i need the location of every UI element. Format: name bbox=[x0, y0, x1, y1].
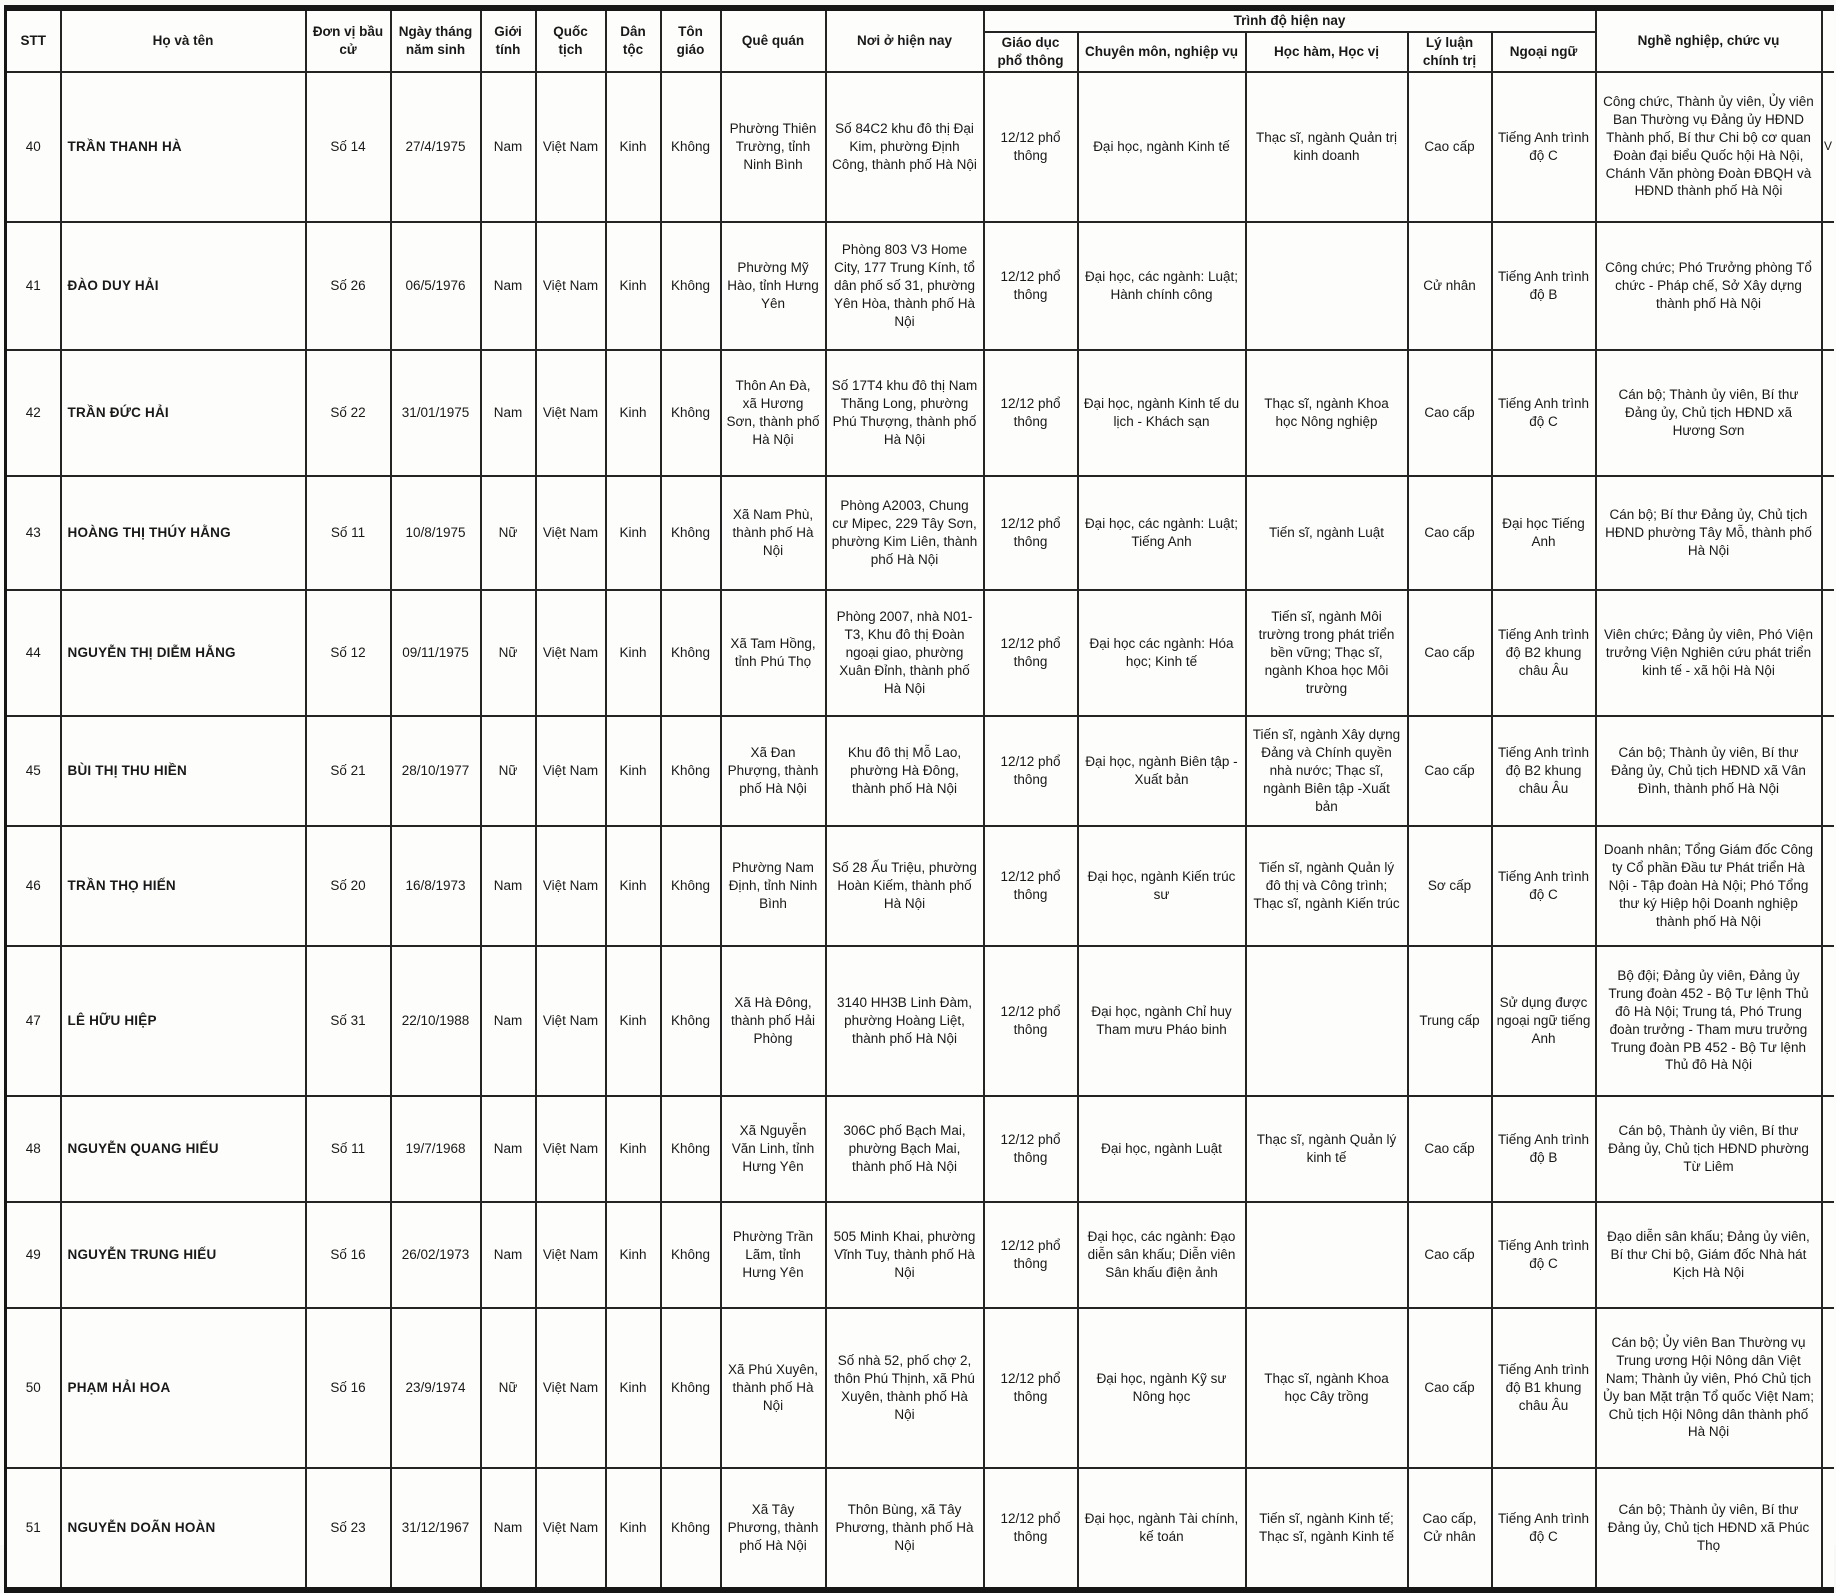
cell-quoc-tich: Việt Nam bbox=[536, 826, 606, 946]
cell-noi-o: Thôn Bùng, xã Tây Phương, thành phố Hà Nội bbox=[826, 1468, 984, 1590]
cell-gioi-tinh: Nữ bbox=[481, 476, 536, 590]
candidate-table bbox=[4, 5, 1834, 1593]
cell-noi-o: Phòng 803 V3 Home City, 177 Trung Kính, tổ dân phố số 31, phường Yên Hòa, thành phố Hà Nội bbox=[826, 222, 984, 350]
cell-dan-toc: Kinh bbox=[606, 1096, 661, 1202]
cell-hoc-ham bbox=[1246, 946, 1408, 1096]
cell-stt: 46 bbox=[6, 826, 61, 946]
cell-edge bbox=[1822, 350, 1834, 476]
cell-stt: 50 bbox=[6, 1308, 61, 1468]
cell-ngay-sinh: 23/9/1974 bbox=[391, 1308, 481, 1468]
cell-dan-toc: Kinh bbox=[606, 1308, 661, 1468]
cell-quoc-tich: Việt Nam bbox=[536, 1468, 606, 1590]
cell-que-quan: Phường Nam Định, tỉnh Ninh Bình bbox=[721, 826, 826, 946]
cell-dan-toc: Kinh bbox=[606, 716, 661, 826]
table-row bbox=[6, 476, 1834, 590]
cell-quoc-tich: Việt Nam bbox=[536, 1096, 606, 1202]
table-row bbox=[6, 590, 1834, 716]
header-cell-dan-toc: Dân tộc bbox=[606, 8, 661, 72]
header-cell-ly-luan: Lý luận chính trị bbox=[1408, 32, 1492, 72]
header-cell-don-vi-bau-cu: Đơn vị bầu cử bbox=[306, 8, 391, 72]
cell-ngoai-ngu: Sử dụng được ngoại ngữ tiếng Anh bbox=[1492, 946, 1596, 1096]
cell-ho-va-ten: TRẦN THANH HÀ bbox=[61, 72, 306, 222]
table-body bbox=[6, 72, 1834, 1590]
cell-hoc-ham: Tiến sĩ, ngành Luật bbox=[1246, 476, 1408, 590]
cell-que-quan: Xã Phú Xuyên, thành phố Hà Nội bbox=[721, 1308, 826, 1468]
cell-giao-duc: 12/12 phổ thông bbox=[984, 1096, 1078, 1202]
cell-que-quan: Xã Tam Hồng, tỉnh Phú Thọ bbox=[721, 590, 826, 716]
cell-stt: 49 bbox=[6, 1202, 61, 1308]
header-cell-edge bbox=[1822, 8, 1834, 72]
cell-ngoai-ngu: Tiếng Anh trình độ C bbox=[1492, 826, 1596, 946]
cell-ton-giao: Không bbox=[661, 590, 721, 716]
cell-que-quan: Xã Hà Đông, thành phố Hải Phòng bbox=[721, 946, 826, 1096]
table-row bbox=[6, 1308, 1834, 1468]
cell-don-vi-bau-cu: Số 16 bbox=[306, 1202, 391, 1308]
header-cell-quoc-tich: Quốc tịch bbox=[536, 8, 606, 72]
cell-ly-luan: Cao cấp bbox=[1408, 350, 1492, 476]
header-cell-gioi-tinh: Giới tính bbox=[481, 8, 536, 72]
cell-noi-o: Số nhà 52, phố chợ 2, thôn Phú Thịnh, xã Phú Xuyên, thành phố Hà Nội bbox=[826, 1308, 984, 1468]
cell-ly-luan: Cử nhân bbox=[1408, 222, 1492, 350]
cell-dan-toc: Kinh bbox=[606, 476, 661, 590]
cell-gioi-tinh: Nữ bbox=[481, 1308, 536, 1468]
cell-ton-giao: Không bbox=[661, 1096, 721, 1202]
cell-gioi-tinh: Nam bbox=[481, 350, 536, 476]
cell-noi-o: 505 Minh Khai, phường Vĩnh Tuy, thành phố Hà Nội bbox=[826, 1202, 984, 1308]
cell-don-vi-bau-cu: Số 21 bbox=[306, 716, 391, 826]
cell-chuyen-mon: Đại học, các ngành: Đạo diễn sân khấu; Diễn viên Sân khấu điện ảnh bbox=[1078, 1202, 1246, 1308]
header-cell-ngoai-ngu: Ngoại ngữ bbox=[1492, 32, 1596, 72]
cell-edge bbox=[1822, 1096, 1834, 1202]
cell-don-vi-bau-cu: Số 11 bbox=[306, 476, 391, 590]
cell-edge bbox=[1822, 716, 1834, 826]
cell-ngoai-ngu: Tiếng Anh trình độ C bbox=[1492, 72, 1596, 222]
cell-edge bbox=[1822, 590, 1834, 716]
table-row bbox=[6, 350, 1834, 476]
cell-giao-duc: 12/12 phổ thông bbox=[984, 826, 1078, 946]
cell-stt: 42 bbox=[6, 350, 61, 476]
cell-que-quan: Phường Mỹ Hào, tỉnh Hưng Yên bbox=[721, 222, 826, 350]
cell-stt: 51 bbox=[6, 1468, 61, 1590]
cell-hoc-ham: Thạc sĩ, ngành Khoa học Nông nghiệp bbox=[1246, 350, 1408, 476]
cell-ly-luan: Cao cấp bbox=[1408, 476, 1492, 590]
cell-gioi-tinh: Nam bbox=[481, 1468, 536, 1590]
cell-ho-va-ten: LÊ HỮU HIỆP bbox=[61, 946, 306, 1096]
cell-gioi-tinh: Nữ bbox=[481, 716, 536, 826]
cell-don-vi-bau-cu: Số 16 bbox=[306, 1308, 391, 1468]
cell-stt: 44 bbox=[6, 590, 61, 716]
cell-ngoai-ngu: Tiếng Anh trình độ C bbox=[1492, 1202, 1596, 1308]
cell-ton-giao: Không bbox=[661, 72, 721, 222]
cell-nghe-nghiep: Bộ đội; Đảng ủy viên, Đảng ủy Trung đoàn 452 - Bộ Tư lệnh Thủ đô Hà Nội; Trung tá, Phó Trung đoàn trưởng - Tham mưu trưởng Trung đoàn PB 452 - Bộ Tư lệnh Thủ đô Hà Nội bbox=[1596, 946, 1822, 1096]
cell-que-quan: Xã Tây Phương, thành phố Hà Nội bbox=[721, 1468, 826, 1590]
cell-dan-toc: Kinh bbox=[606, 946, 661, 1096]
cell-nghe-nghiep: Cán bộ; Bí thư Đảng ủy, Chủ tịch HĐND phường Tây Mỗ, thành phố Hà Nội bbox=[1596, 476, 1822, 590]
header-cell-que-quan: Quê quán bbox=[721, 8, 826, 72]
cell-gioi-tinh: Nam bbox=[481, 1202, 536, 1308]
cell-giao-duc: 12/12 phổ thông bbox=[984, 1468, 1078, 1590]
table-row bbox=[6, 222, 1834, 350]
cell-chuyen-mon: Đại học, ngành Kinh tế bbox=[1078, 72, 1246, 222]
cell-giao-duc: 12/12 phổ thông bbox=[984, 1202, 1078, 1308]
cell-stt: 41 bbox=[6, 222, 61, 350]
cell-que-quan: Xã Nguyễn Văn Linh, tỉnh Hưng Yên bbox=[721, 1096, 826, 1202]
cell-stt: 45 bbox=[6, 716, 61, 826]
table-row bbox=[6, 946, 1834, 1096]
cell-edge bbox=[1822, 826, 1834, 946]
cell-don-vi-bau-cu: Số 14 bbox=[306, 72, 391, 222]
cell-giao-duc: 12/12 phổ thông bbox=[984, 72, 1078, 222]
cell-noi-o: Phòng A2003, Chung cư Mipec, 229 Tây Sơn, phường Kim Liên, thành phố Hà Nội bbox=[826, 476, 984, 590]
cell-nghe-nghiep: Cán bộ; Thành ủy viên, Bí thư Đảng ủy, Chủ tịch HĐND xã Hương Sơn bbox=[1596, 350, 1822, 476]
cell-gioi-tinh: Nam bbox=[481, 1096, 536, 1202]
cell-ngoai-ngu: Đại học Tiếng Anh bbox=[1492, 476, 1596, 590]
cell-noi-o: 306C phố Bạch Mai, phường Bạch Mai, thành phố Hà Nội bbox=[826, 1096, 984, 1202]
cell-chuyen-mon: Đại học, ngành Tài chính, kế toán bbox=[1078, 1468, 1246, 1590]
cell-dan-toc: Kinh bbox=[606, 1468, 661, 1590]
cell-chuyen-mon: Đại học các ngành: Hóa học; Kinh tế bbox=[1078, 590, 1246, 716]
header-cell-ho-va-ten: Họ và tên bbox=[61, 8, 306, 72]
cell-hoc-ham: Tiến sĩ, ngành Xây dựng Đảng và Chính quyền nhà nước; Thạc sĩ, ngành Biên tập -Xuất bản bbox=[1246, 716, 1408, 826]
cell-don-vi-bau-cu: Số 12 bbox=[306, 590, 391, 716]
cell-ly-luan: Cao cấp bbox=[1408, 1096, 1492, 1202]
cell-hoc-ham: Thạc sĩ, ngành Quản lý kinh tế bbox=[1246, 1096, 1408, 1202]
cell-quoc-tich: Việt Nam bbox=[536, 222, 606, 350]
cell-que-quan: Xã Nam Phù, thành phố Hà Nội bbox=[721, 476, 826, 590]
cell-chuyen-mon: Đại học, ngành Kiến trúc sư bbox=[1078, 826, 1246, 946]
cell-don-vi-bau-cu: Số 20 bbox=[306, 826, 391, 946]
cell-chuyen-mon: Đại học, các ngành: Luật; Hành chính công bbox=[1078, 222, 1246, 350]
cell-gioi-tinh: Nam bbox=[481, 826, 536, 946]
cell-ton-giao: Không bbox=[661, 350, 721, 476]
cell-ngay-sinh: 27/4/1975 bbox=[391, 72, 481, 222]
cell-nghe-nghiep: Cán bộ; Thành ủy viên, Bí thư Đảng ủy, Chủ tịch HĐND xã Phúc Thọ bbox=[1596, 1468, 1822, 1590]
cell-ngoai-ngu: Tiếng Anh trình độ B1 khung châu Âu bbox=[1492, 1308, 1596, 1468]
cell-don-vi-bau-cu: Số 11 bbox=[306, 1096, 391, 1202]
cell-ngoai-ngu: Tiếng Anh trình độ C bbox=[1492, 350, 1596, 476]
cell-don-vi-bau-cu: Số 26 bbox=[306, 222, 391, 350]
header-cell-noi-o: Nơi ở hiện nay bbox=[826, 8, 984, 72]
cell-ton-giao: Không bbox=[661, 716, 721, 826]
cell-chuyen-mon: Đại học, các ngành: Luật; Tiếng Anh bbox=[1078, 476, 1246, 590]
cell-ngay-sinh: 19/7/1968 bbox=[391, 1096, 481, 1202]
cell-ngoai-ngu: Tiếng Anh trình độ C bbox=[1492, 1468, 1596, 1590]
table-row bbox=[6, 716, 1834, 826]
cell-ly-luan: Cao cấp bbox=[1408, 716, 1492, 826]
cell-ly-luan: Cao cấp bbox=[1408, 590, 1492, 716]
cell-noi-o: Khu đô thị Mỗ Lao, phường Hà Đông, thành phố Hà Nội bbox=[826, 716, 984, 826]
table-row bbox=[6, 826, 1834, 946]
cell-nghe-nghiep: Cán bộ, Thành ủy viên, Bí thư Đảng ủy, Chủ tịch HĐND phường Từ Liêm bbox=[1596, 1096, 1822, 1202]
cell-quoc-tich: Việt Nam bbox=[536, 590, 606, 716]
cell-ho-va-ten: PHẠM HẢI HOA bbox=[61, 1308, 306, 1468]
cell-giao-duc: 12/12 phổ thông bbox=[984, 350, 1078, 476]
cell-quoc-tich: Việt Nam bbox=[536, 1202, 606, 1308]
header-cell-giao-duc: Giáo dục phổ thông bbox=[984, 32, 1078, 72]
cell-quoc-tich: Việt Nam bbox=[536, 350, 606, 476]
cell-noi-o: Số 84C2 khu đô thị Đại Kim, phường Định Công, thành phố Hà Nội bbox=[826, 72, 984, 222]
cell-ngay-sinh: 16/8/1973 bbox=[391, 826, 481, 946]
cell-ngay-sinh: 09/11/1975 bbox=[391, 590, 481, 716]
scanned-document-page bbox=[0, 5, 1836, 1553]
cell-ngoai-ngu: Tiếng Anh trình độ B bbox=[1492, 222, 1596, 350]
cell-ngoai-ngu: Tiếng Anh trình độ B2 khung châu Âu bbox=[1492, 716, 1596, 826]
cell-chuyen-mon: Đại học, ngành Kinh tế du lịch - Khách sạn bbox=[1078, 350, 1246, 476]
cell-que-quan: Xã Đan Phượng, thành phố Hà Nội bbox=[721, 716, 826, 826]
cell-ton-giao: Không bbox=[661, 946, 721, 1096]
cell-noi-o: Số 17T4 khu đô thị Nam Thăng Long, phường Phú Thượng, thành phố Hà Nội bbox=[826, 350, 984, 476]
cell-quoc-tich: Việt Nam bbox=[536, 716, 606, 826]
cell-ngay-sinh: 22/10/1988 bbox=[391, 946, 481, 1096]
cell-dan-toc: Kinh bbox=[606, 350, 661, 476]
cell-stt: 47 bbox=[6, 946, 61, 1096]
header-group-row bbox=[6, 8, 1834, 32]
cell-dan-toc: Kinh bbox=[606, 590, 661, 716]
cell-hoc-ham: Tiến sĩ, ngành Kinh tế; Thạc sĩ, ngành Kinh tế bbox=[1246, 1468, 1408, 1590]
cell-dan-toc: Kinh bbox=[606, 72, 661, 222]
cell-ho-va-ten: NGUYỄN TRUNG HIẾU bbox=[61, 1202, 306, 1308]
cell-noi-o: 3140 HH3B Linh Đàm, phường Hoàng Liệt, thành phố Hà Nội bbox=[826, 946, 984, 1096]
cell-hoc-ham: Tiến sĩ, ngành Môi trường trong phát triển bền vững; Thạc sĩ, ngành Khoa học Môi trường bbox=[1246, 590, 1408, 716]
cell-que-quan: Thôn An Đà, xã Hương Sơn, thành phố Hà Nội bbox=[721, 350, 826, 476]
cell-hoc-ham: Thạc sĩ, ngành Khoa học Cây trồng bbox=[1246, 1308, 1408, 1468]
cell-ly-luan: Cao cấp, Cử nhân bbox=[1408, 1468, 1492, 1590]
cell-dan-toc: Kinh bbox=[606, 222, 661, 350]
cell-gioi-tinh: Nam bbox=[481, 946, 536, 1096]
cell-chuyen-mon: Đại học, ngành Luật bbox=[1078, 1096, 1246, 1202]
table-row bbox=[6, 1096, 1834, 1202]
cell-giao-duc: 12/12 phổ thông bbox=[984, 222, 1078, 350]
cell-ton-giao: Không bbox=[661, 222, 721, 350]
cell-edge bbox=[1822, 1468, 1834, 1590]
cell-ngoai-ngu: Tiếng Anh trình độ B bbox=[1492, 1096, 1596, 1202]
cell-noi-o: Phòng 2007, nhà N01-T3, Khu đô thị Đoàn ngoại giao, phường Xuân Đỉnh, thành phố Hà Nội bbox=[826, 590, 984, 716]
cell-edge bbox=[1822, 946, 1834, 1096]
cell-ho-va-ten: TRẦN THỌ HIẾN bbox=[61, 826, 306, 946]
cell-edge bbox=[1822, 476, 1834, 590]
cell-gioi-tinh: Nam bbox=[481, 72, 536, 222]
cell-ho-va-ten: HOÀNG THỊ THÚY HẰNG bbox=[61, 476, 306, 590]
cell-chuyen-mon: Đại học, ngành Kỹ sư Nông học bbox=[1078, 1308, 1246, 1468]
cell-ly-luan: Trung cấp bbox=[1408, 946, 1492, 1096]
cell-ton-giao: Không bbox=[661, 826, 721, 946]
cell-ly-luan: Cao cấp bbox=[1408, 72, 1492, 222]
cell-giao-duc: 12/12 phổ thông bbox=[984, 476, 1078, 590]
table-row bbox=[6, 72, 1834, 222]
header-cell-hoc-ham: Học hàm, Học vị bbox=[1246, 32, 1408, 72]
cell-quoc-tich: Việt Nam bbox=[536, 946, 606, 1096]
cell-chuyen-mon: Đại học, ngành Biên tập - Xuất bản bbox=[1078, 716, 1246, 826]
header-cell-stt: STT bbox=[6, 8, 61, 72]
cell-que-quan: Phường Trần Lãm, tỉnh Hưng Yên bbox=[721, 1202, 826, 1308]
cell-stt: 40 bbox=[6, 72, 61, 222]
cell-ly-luan: Cao cấp bbox=[1408, 1202, 1492, 1308]
header-cell-nghe-nghiep: Nghề nghiệp, chức vụ bbox=[1596, 8, 1822, 72]
cell-quoc-tich: Việt Nam bbox=[536, 476, 606, 590]
cell-quoc-tich: Việt Nam bbox=[536, 72, 606, 222]
cell-edge bbox=[1822, 222, 1834, 350]
cell-don-vi-bau-cu: Số 23 bbox=[306, 1468, 391, 1590]
cell-ngay-sinh: 06/5/1976 bbox=[391, 222, 481, 350]
cell-edge bbox=[1822, 1308, 1834, 1468]
cell-edge bbox=[1822, 1202, 1834, 1308]
cell-dan-toc: Kinh bbox=[606, 1202, 661, 1308]
cell-ho-va-ten: NGUYỄN DOÃN HOÀN bbox=[61, 1468, 306, 1590]
header-group-trinh-do: Trình độ hiện nay bbox=[984, 8, 1596, 32]
cell-hoc-ham bbox=[1246, 222, 1408, 350]
cell-ho-va-ten: NGUYỄN QUANG HIẾU bbox=[61, 1096, 306, 1202]
cell-noi-o: Số 28 Ấu Triệu, phường Hoàn Kiếm, thành phố Hà Nội bbox=[826, 826, 984, 946]
cell-giao-duc: 12/12 phổ thông bbox=[984, 1308, 1078, 1468]
cell-ngay-sinh: 31/01/1975 bbox=[391, 350, 481, 476]
cell-stt: 48 bbox=[6, 1096, 61, 1202]
cell-que-quan: Phường Thiên Trường, tỉnh Ninh Bình bbox=[721, 72, 826, 222]
table-row bbox=[6, 1468, 1834, 1590]
cell-ho-va-ten: TRẦN ĐỨC HẢI bbox=[61, 350, 306, 476]
cell-chuyen-mon: Đại học, ngành Chỉ huy Tham mưu Pháo binh bbox=[1078, 946, 1246, 1096]
cell-don-vi-bau-cu: Số 31 bbox=[306, 946, 391, 1096]
cell-ho-va-ten: NGUYỄN THỊ DIỄM HẰNG bbox=[61, 590, 306, 716]
cell-dan-toc: Kinh bbox=[606, 826, 661, 946]
cell-ho-va-ten: BÙI THỊ THU HIỀN bbox=[61, 716, 306, 826]
cell-nghe-nghiep: Công chức, Thành ủy viên, Ủy viên Ban Thường vụ Đảng ủy HĐND Thành phố, Bí thư Chi bộ cơ quan Đoàn đại biểu Quốc hội Hà Nội, Chánh Văn phòng Đoàn ĐBQH và HĐND thành phố Hà Nội bbox=[1596, 72, 1822, 222]
cell-nghe-nghiep: Đạo diễn sân khấu; Đảng ủy viên, Bí thư Chi bộ, Giám đốc Nhà hát Kịch Hà Nội bbox=[1596, 1202, 1822, 1308]
cell-gioi-tinh: Nam bbox=[481, 222, 536, 350]
cell-giao-duc: 12/12 phổ thông bbox=[984, 590, 1078, 716]
header-cell-ngay-sinh: Ngày tháng năm sinh bbox=[391, 8, 481, 72]
table-header bbox=[6, 8, 1834, 72]
cell-ly-luan: Cao cấp bbox=[1408, 1308, 1492, 1468]
cell-hoc-ham: Thạc sĩ, ngành Quản trị kinh doanh bbox=[1246, 72, 1408, 222]
cell-ngay-sinh: 31/12/1967 bbox=[391, 1468, 481, 1590]
header-cell-chuyen-mon: Chuyên môn, nghiệp vụ bbox=[1078, 32, 1246, 72]
cell-nghe-nghiep: Cán bộ; Thành ủy viên, Bí thư Đảng ủy, Chủ tịch HĐND xã Vân Đình, thành phố Hà Nội bbox=[1596, 716, 1822, 826]
cell-gioi-tinh: Nữ bbox=[481, 590, 536, 716]
cell-ho-va-ten: ĐÀO DUY HẢI bbox=[61, 222, 306, 350]
cell-nghe-nghiep: Công chức; Phó Trưởng phòng Tổ chức - Pháp chế, Sở Xây dựng thành phố Hà Nội bbox=[1596, 222, 1822, 350]
cell-giao-duc: 12/12 phổ thông bbox=[984, 716, 1078, 826]
cell-ly-luan: Sơ cấp bbox=[1408, 826, 1492, 946]
cell-ngay-sinh: 10/8/1975 bbox=[391, 476, 481, 590]
cell-nghe-nghiep: Doanh nhân; Tổng Giám đốc Công ty Cổ phần Đầu tư Phát triển Hà Nội - Tập đoàn Hà Nội; Phó Tổng thư ký Hiệp hội Doanh nghiệp thành phố Hà Nội bbox=[1596, 826, 1822, 946]
cell-ngay-sinh: 26/02/1973 bbox=[391, 1202, 481, 1308]
header-cell-ton-giao: Tôn giáo bbox=[661, 8, 721, 72]
cell-stt: 43 bbox=[6, 476, 61, 590]
cell-edge: V bbox=[1822, 72, 1834, 222]
cell-hoc-ham bbox=[1246, 1202, 1408, 1308]
cell-quoc-tich: Việt Nam bbox=[536, 1308, 606, 1468]
cell-ton-giao: Không bbox=[661, 1308, 721, 1468]
cell-giao-duc: 12/12 phổ thông bbox=[984, 946, 1078, 1096]
table-row bbox=[6, 1202, 1834, 1308]
cell-ngay-sinh: 28/10/1977 bbox=[391, 716, 481, 826]
cell-hoc-ham: Tiến sĩ, ngành Quản lý đô thị và Công trình; Thạc sĩ, ngành Kiến trúc bbox=[1246, 826, 1408, 946]
cell-ton-giao: Không bbox=[661, 1202, 721, 1308]
cell-ton-giao: Không bbox=[661, 1468, 721, 1590]
cell-nghe-nghiep: Viên chức; Đảng ủy viên, Phó Viện trưởng Viện Nghiên cứu phát triển kinh tế - xã hội Hà Nội bbox=[1596, 590, 1822, 716]
cell-ngoai-ngu: Tiếng Anh trình độ B2 khung châu Âu bbox=[1492, 590, 1596, 716]
cell-don-vi-bau-cu: Số 22 bbox=[306, 350, 391, 476]
cell-ton-giao: Không bbox=[661, 476, 721, 590]
cell-nghe-nghiep: Cán bộ; Ủy viên Ban Thường vụ Trung ương Hội Nông dân Việt Nam; Thành ủy viên, Phó Chủ tịch Ủy ban Mặt trận Tổ quốc Việt Nam; Chủ tịch Hội Nông dân thành phố Hà Nội bbox=[1596, 1308, 1822, 1468]
